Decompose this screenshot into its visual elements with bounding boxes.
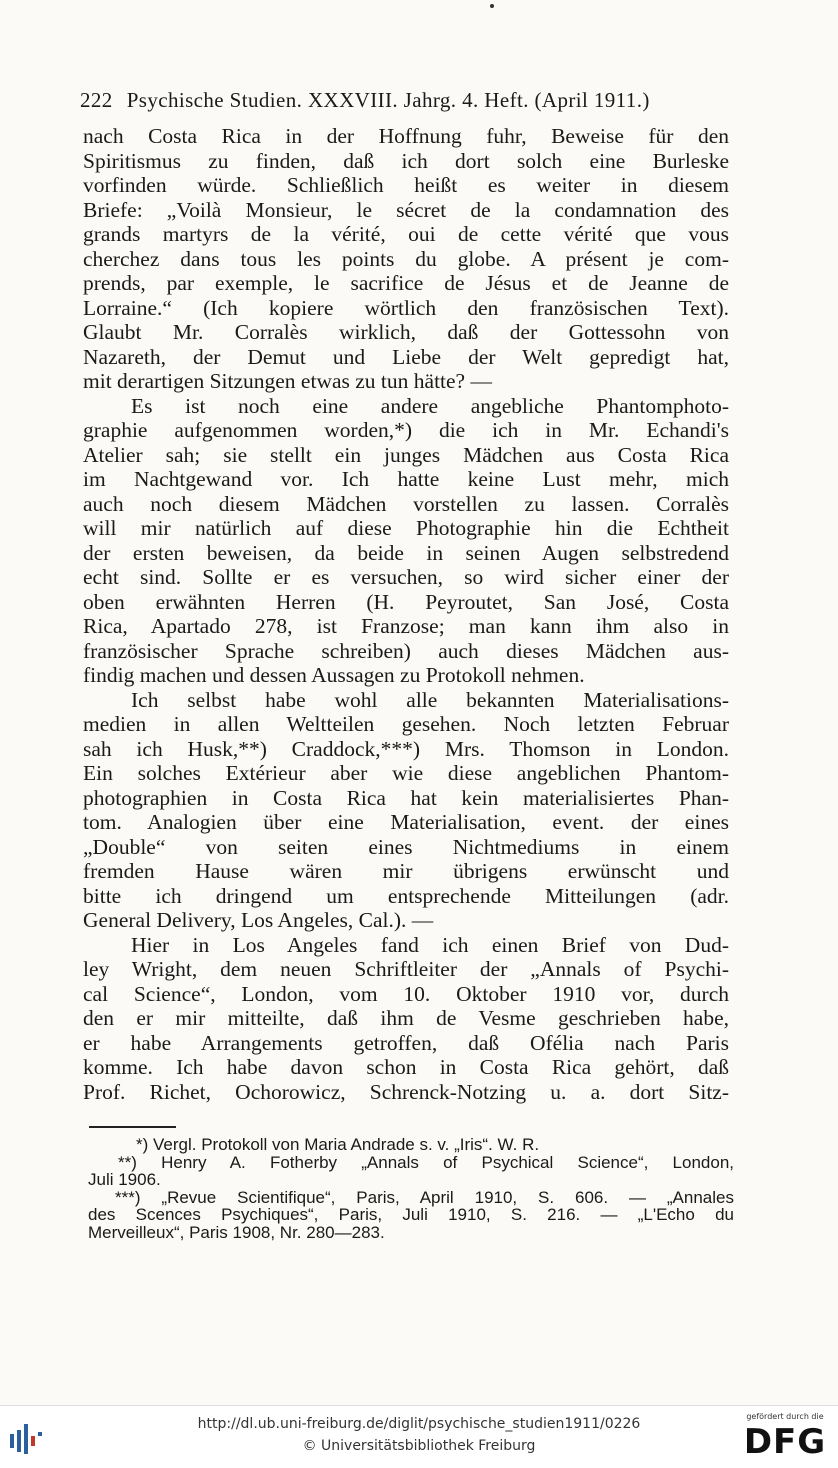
text-line: Briefe: „Voilà Monsieur, le sécret de la condamnation des [83,197,729,222]
text-line: Atelier sah; sie stellt ein junges Mädchen aus Costa Rica [83,442,729,467]
text-line: Hier in Los Angeles fand ich einen Brief von Dud- [131,932,729,957]
page-number: 222 [80,88,113,112]
text-line: Lorraine.“ (Ich kopiere wörtlich den französischen Text). [83,295,729,320]
text-line: Ein solches Extérieur aber wie diese angeblichen Phantom- [83,761,729,785]
scan-speck [490,4,494,8]
text-line: Ich selbst habe wohl alle bekannten Materialisations- [131,687,729,712]
text-line: grands martyrs de la vérité, oui de cette vérité que vous [83,222,729,246]
text-line: komme. Ich habe davon schon in Costa Rica gehört, daß [83,1055,729,1079]
dfg-logo [740,1412,830,1464]
footnote-line: *) Vergl. Protokoll von Maria Andrade s. v. „Iris“. W. R. [136,1135,540,1154]
dfg-funding-label: gefördert durch die [746,1412,824,1421]
text-line: medien in allen Weltteilen gesehen. Noch letzten Februar [83,712,729,736]
copyright-notice: © Universitätsbibliothek Freiburg [302,1438,536,1454]
text-line: graphie aufgenommen worden,*) die ich in Mr. Echandi's [83,418,729,442]
text-line: „Double“ von seiten eines Nichtmediums in einem [83,834,729,859]
text-line: bitte ich dringend um entsprechende Mitteilungen (adr. [83,883,729,908]
footnotes [88,1136,734,1241]
text-line: im Nachtgewand vor. Ich hatte keine Lust mehr, mich [83,467,729,491]
running-title: Psychische Studien. XXXVIII. Jahrg. 4. Heft. (April 1911.) [126,88,650,112]
footnote-line: **) Henry A. Fotherby „Annals of Psychical Science“, London, [118,1152,734,1172]
text-line: fremden Hause wären mir übrigens erwünscht und [83,859,729,883]
text-line: Rica, Apartado 278, ist Franzose; man kann ihm also in [83,614,729,638]
text-line: ley Wright, dem neuen Schriftleiter der „Annals of Psychi- [83,957,729,981]
text-line: Es ist noch eine andere angebliche Phantomphoto- [131,393,729,418]
text-line: Spiritismus zu finden, daß ich dort solch eine Burleske [83,148,729,173]
text-line: findig machen und dessen Aussagen zu Protokoll nehmen. [83,663,585,687]
body-text [83,124,729,1104]
text-line: sah ich Husk,**) Craddock,***) Mrs. Thomson in London. [83,736,729,761]
running-header [80,88,730,113]
text-line: er habe Arrangements getroffen, daß Ofélia nach Paris [83,1030,729,1055]
text-line: den er mir mitteilte, daß ihm de Vesme geschrieben habe, [83,1006,729,1030]
text-line: prends, par exemple, le sacrifice de Jésus et de Jeanne de [83,271,729,295]
footnote-line: ***) „Revue Scientifique“, Paris, April 1910, S. 606. — „Annales [115,1187,734,1207]
text-line: tom. Analogien über eine Materialisation, event. der eines [83,810,729,834]
dfg-logo-text: DFG [743,1422,827,1462]
footnote-line: Juli 1906. [88,1170,161,1189]
footnote-rule [89,1126,176,1128]
viewer-footer [0,1405,838,1468]
text-line: photographien in Costa Rica hat kein materialisiertes Phan- [83,785,729,810]
text-line: echt sind. Sollte er es versuchen, so wird sicher einer der [83,565,729,589]
text-line: Glaubt Mr. Corralès wirklich, daß der Gottessohn von [83,320,729,344]
text-line: der ersten beweisen, da beide in seinen Augen selbstredend [83,540,729,565]
text-line: General Delivery, Los Angeles, Cal.). — [83,908,434,932]
document-url-link[interactable]: http://dl.ub.uni-freiburg.de/diglit/psychische_studien1911/0226 [197,1416,641,1432]
text-line: nach Costa Rica in der Hoffnung fuhr, Beweise für den [83,124,729,148]
text-line: Nazareth, der Demut und Liebe der Welt gepredigt hat, [83,344,729,369]
text-line: cherchez dans tous les points du globe. A présent je com- [83,246,729,271]
text-line: mit derartigen Sitzungen etwas zu tun hätte? — [83,369,492,393]
footnote-line: des Scences Psychiques“, Paris, Juli 1910, S. 216. — „L'Echo du [88,1205,734,1224]
footnote-line: Merveilleux“, Paris 1908, Nr. 280—283. [88,1222,385,1242]
text-line: Prof. Richet, Ochorowicz, Schrenck-Notzing u. a. dort Sitz- [83,1079,729,1104]
text-line: will mir natürlich auf diese Photographie hin die Echtheit [83,516,729,540]
text-line: oben erwähnten Herren (H. Peyroutet, San José, Costa [83,589,729,614]
text-line: französischer Sprache schreiben) auch dieses Mädchen aus- [83,638,729,663]
text-line: vorfinden würde. Schließlich heißt es weiter in diesem [83,173,729,197]
text-line: auch noch diesem Mädchen vorstellen zu lassen. Corralès [83,491,729,516]
text-line: cal Science“, London, vom 10. Oktober 1910 vor, durch [83,981,729,1006]
